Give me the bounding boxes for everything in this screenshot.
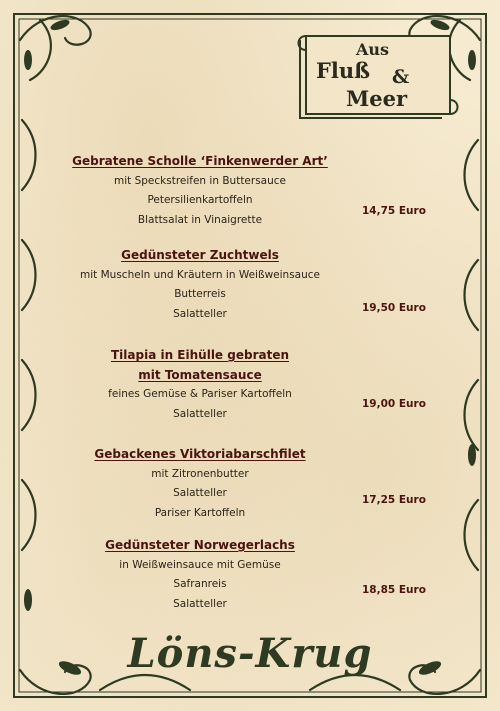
dish-line: Safranreis [173, 578, 227, 590]
dish-title: Tilapia in Eihülle gebraten [110, 348, 289, 362]
dish-line: mit Speckstreifen in Buttersauce [113, 174, 286, 187]
menu-item [0, 346, 400, 424]
dish-price: 19,50 Euro [362, 302, 426, 314]
dish-line: Butterreis [174, 288, 226, 300]
dish-line: mit Muscheln und Kräutern in Weißweinsauce [80, 268, 320, 281]
dish-line: feines Gemüse & Pariser Kartoffeln [108, 388, 292, 400]
menu-item [0, 445, 400, 523]
dish-title: Gebackenes Viktoriabarschfilet [94, 447, 306, 461]
banner-line-meer: Meer [346, 86, 408, 111]
dish-line: Salatteller [173, 487, 227, 499]
dish-price: 14,75 Euro [362, 205, 426, 217]
dish-line: Salatteller [173, 307, 227, 320]
dish-line: mit Zitronenbutter [151, 467, 249, 480]
menu-item [0, 246, 400, 324]
banner-line-aus: Aus [356, 40, 390, 59]
dish-title: Gedünsteter Norwegerlachs [105, 538, 295, 552]
flourish-top-left [20, 16, 91, 45]
dish-price: 17,25 Euro [362, 494, 426, 506]
dish-price: 18,85 Euro [362, 584, 426, 596]
dish-line: Salatteller [173, 597, 227, 610]
dish-line: Petersilienkartoffeln [147, 194, 253, 206]
restaurant-logo: Löns-Krug [127, 630, 373, 677]
dish-line: Pariser Kartoffeln [154, 506, 246, 519]
menu-item [0, 536, 400, 614]
dish-line: Blattsalat in Vinaigrette [137, 213, 263, 226]
dish-title: Gedünsteter Zuchtwels [121, 248, 279, 262]
dish-title: Gebratene Scholle ‘Finkenwerder Art’ [72, 154, 328, 168]
dish-line: Salatteller [173, 407, 227, 420]
dish-line: in Weißweinsauce mit Gemüse [119, 558, 281, 571]
banner-line-and: & [392, 66, 410, 88]
banner-line-fluss: Fluß [316, 58, 371, 83]
menu-item [0, 152, 400, 230]
dish-title-line2: mit Tomatensauce [138, 367, 262, 382]
dish-price: 19,00 Euro [362, 398, 426, 410]
